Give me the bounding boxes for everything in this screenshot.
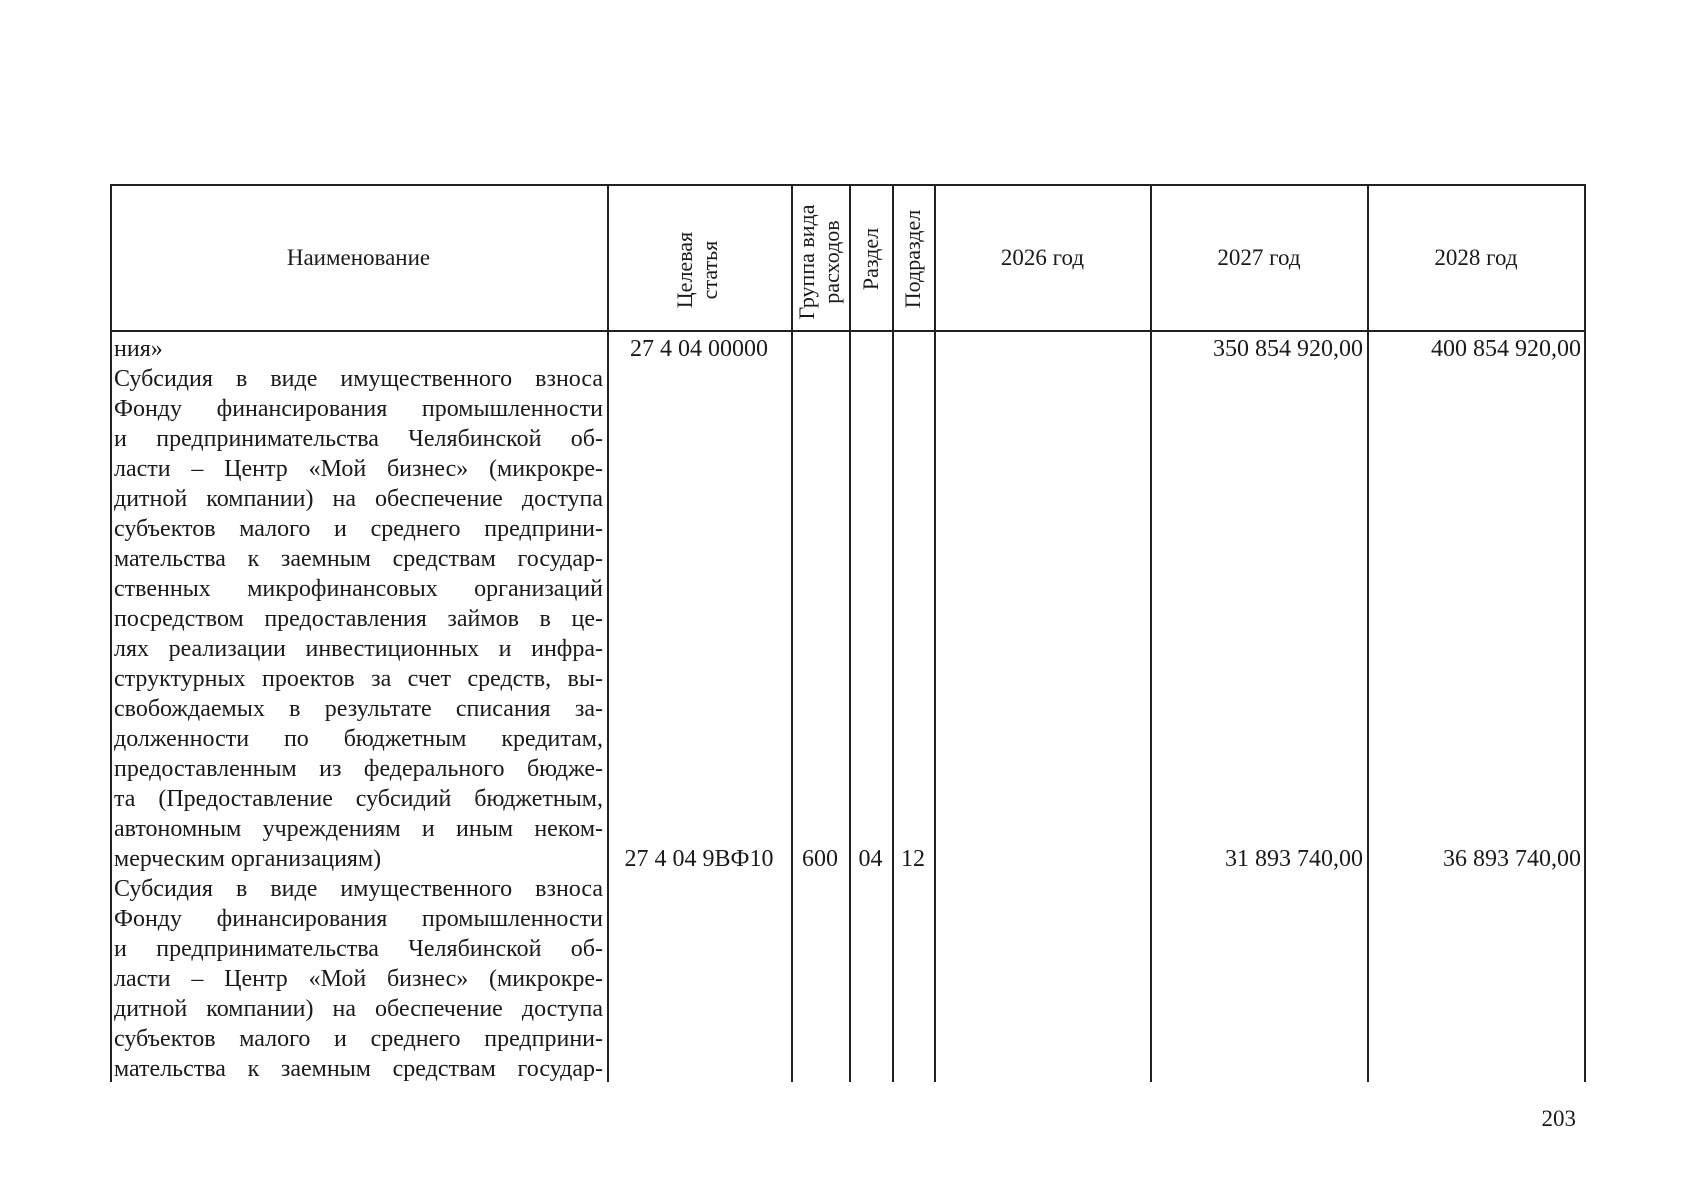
page-number: 203	[1541, 1106, 1576, 1131]
name-line: посредством предоставления займов в це-	[114, 606, 603, 632]
name-line: мательства к заемным средствам государ-	[114, 1056, 603, 1082]
name-line: и предпринимательства Челябинской об-	[114, 936, 603, 962]
name-line: мательства к заемным средствам государ-	[114, 546, 603, 572]
name-line: Субсидия в виде имущественного взноса	[114, 876, 603, 902]
col-divider-2	[791, 184, 793, 1082]
header-bottom-border	[110, 330, 1586, 332]
header-section: Раздел	[858, 227, 883, 291]
name-line: субъектов малого и среднего предприни-	[114, 1026, 603, 1052]
table-top-border	[110, 184, 1586, 186]
name-line: свобождаемых в результате списания за-	[114, 696, 603, 722]
col-divider-7	[1367, 184, 1369, 1082]
name-line: и предпринимательства Челябинской об-	[114, 426, 603, 452]
row2-year-2028: 36 893 740,00	[1443, 846, 1581, 872]
header-2026: 2026 год	[1000, 245, 1085, 270]
name-cell-text	[114, 334, 603, 1084]
header-expense-group-line1: Группа вида	[794, 204, 819, 320]
name-line: лях реализации инвестиционных и инфра-	[114, 636, 603, 662]
name-line: структурных проектов за счет средств, вы-	[114, 666, 603, 692]
name-line: автономным учреждениям и иным неком-	[114, 816, 603, 842]
col-divider-4	[892, 184, 894, 1082]
row1-year-2027: 350 854 920,00	[1213, 336, 1363, 362]
col-divider-1	[607, 184, 609, 1082]
name-line: мерческим организациям)	[114, 846, 382, 872]
name-line: дитной компании) на обеспечение доступа	[114, 996, 603, 1022]
name-line: ласти – Центр «Мой бизнес» (микрокре-	[114, 966, 603, 992]
name-line: Субсидия в виде имущественного взноса	[114, 366, 603, 392]
header-subsection: Подраздел	[900, 209, 925, 309]
row1-year-2028: 400 854 920,00	[1431, 336, 1581, 362]
row2-year-2027: 31 893 740,00	[1225, 846, 1363, 872]
name-line: ния»	[114, 336, 163, 362]
name-line: ласти – Центр «Мой бизнес» (микрокре-	[114, 456, 603, 482]
row2-subsection: 12	[901, 846, 925, 872]
row1-target-item: 27 4 04 00000	[630, 336, 768, 362]
table-right-border	[1584, 184, 1586, 1082]
header-expense-group-line2: расходов	[819, 220, 844, 304]
budget-table	[110, 184, 1586, 1082]
header-name: Наименование	[286, 245, 431, 270]
name-line: Фонду финансирования промышленности	[114, 906, 603, 932]
row2-section: 04	[858, 846, 883, 872]
name-line: ственных микрофинансовых организаций	[114, 576, 603, 602]
header-target-item-line2: статья	[697, 240, 722, 300]
name-line: предоставленным из федерального бюдже-	[114, 756, 603, 782]
name-line: та (Предоставление субсидий бюджетным,	[114, 786, 603, 812]
name-line: субъектов малого и среднего предприни-	[114, 516, 603, 542]
name-line: долженности по бюджетным кредитам,	[114, 726, 603, 752]
name-line: дитной компании) на обеспечение доступа	[114, 486, 603, 512]
header-2027: 2027 год	[1217, 245, 1301, 270]
header-target-item	[672, 220, 726, 320]
row2-expense-group: 600	[802, 846, 838, 872]
row2-target-item: 27 4 04 9ВФ10	[624, 846, 774, 872]
table-left-border	[110, 184, 112, 1082]
header-2028: 2028 год	[1434, 245, 1518, 270]
col-divider-5	[934, 184, 936, 1082]
col-divider-6	[1150, 184, 1152, 1082]
col-divider-3	[849, 184, 851, 1082]
header-target-item-line1: Целевая	[672, 231, 697, 309]
name-line: Фонду финансирования промышленности	[114, 396, 603, 422]
header-expense-group	[794, 195, 846, 329]
